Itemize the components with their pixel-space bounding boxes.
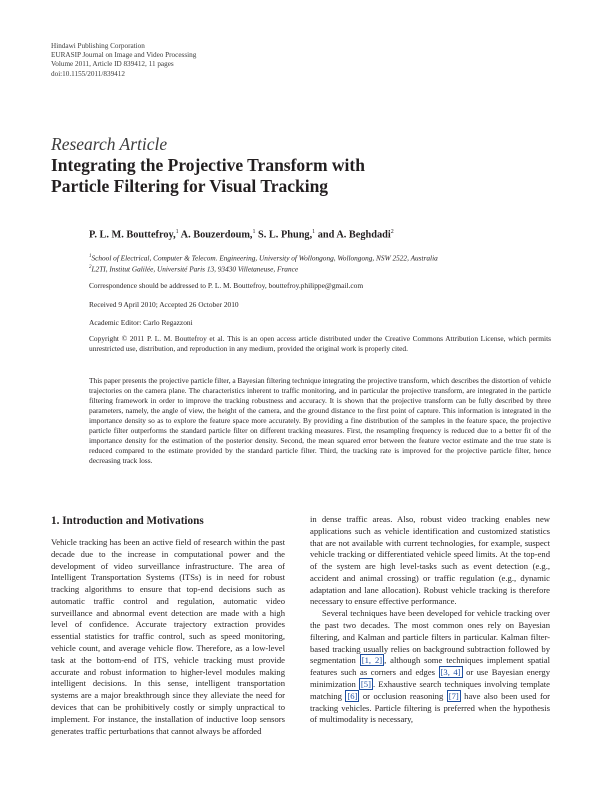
intro-paragraph-2: Several techniques have been developed for vehicle tracking over the past two decades. The most common ones rely on Bayesian filtering, and Kalman and particle filters in particular. Kalman filter-based tracking usually relies on background subtraction followed by segmentation [1, 2] , although some techniques implement spatial features such as corners and edges [3, 4] or use Bayesian energy minimization [5] . Exhaustive search techniques involving template matching [6] or occlusion reasoning [7] have also been used for tracking vehicles. Particle filtering is preferred when the hypothesis of multimodality is necessary, [310, 608, 550, 725]
academic-editor: Academic Editor: Carlo Regazzoni [89, 318, 193, 327]
author-affil-mark: 1 [175, 229, 179, 235]
author-name: A. Bouzerdoum, [178, 229, 253, 241]
intro-paragraph-1: Vehicle tracking has been an active field of research within the past decade due to the increase in computational power and the development of video surveillance infrastructure. The area of Intelligent Transportation Systems (ITSs) is in need for robust tracking algorithms to ensure that top-end decisions such as automatic traffic control and regulation, automatic video surveillance and abnormal event detection are made with a high level of confidence. Accurate trajectory extraction provides essential statistics for traffic control, such as speed monitoring, vehicle count, and average vehicle flow. Therefore, as a low-level task at the bottom-end of ITS, vehicle tracking must provide accurate and robust information to higher-level modules making intelligent decisions. In this sense, intelligent transportation systems are a major breakthrough since they alleviate the need for devices that can be prohibitively costly or simply unpractical to implement. For instance, the installation of inductive loop sensors generates traffic perturbations that cannot always be afforded [51, 537, 285, 736]
section-heading: 1. Introduction and Motivations [51, 515, 204, 527]
citation-link[interactable]: [7] [448, 690, 459, 701]
title-line-2: Particle Filtering for Visual Tracking [51, 176, 329, 196]
author-name: S. L. Phung, [255, 229, 313, 241]
author-affil-mark: 1 [312, 229, 316, 235]
intro-paragraph-continued: in dense traffic areas. Also, robust video tracking enables new applications such as vehicle identification and customized statistics that are not available with current technologies, for example, suspect vehicle tracking or differentiated vehicle speed limits. At the top-end of the system are high level-tasks such as event detection (e.g., accident and animal crossing) or traffic regulation (e.g., dynamic adaptation and lane allocation). Robust vehicle tracking is therefore necessary to ensure effective performance. [310, 514, 550, 607]
citation-link[interactable]: [6] [347, 690, 358, 701]
author-list [89, 229, 394, 240]
left-column [51, 537, 285, 737]
publisher-line: Hindawi Publishing Corporation [51, 42, 145, 50]
author-affil-mark: 2 [390, 229, 394, 235]
citation-link[interactable]: [3, 4] [440, 667, 461, 678]
author-name: and A. Beghdadi [315, 229, 391, 241]
volume-line: Volume 2011, Article ID 839412, 11 pages [51, 60, 174, 69]
affiliations [89, 252, 438, 275]
citation-link[interactable]: [1, 2] [361, 655, 383, 666]
affiliation-2: $^2$L2TI, Institut Galilée, Université Paris 13, 93430 Villetaneuse, France [89, 264, 299, 274]
author-name: P. L. M. Bouttefroy, [89, 229, 176, 241]
article-type: Research Article [51, 134, 168, 154]
citation-link[interactable]: [5] [360, 678, 371, 689]
received-dates: Received 9 April 2010; Accepted 26 October 2010 [89, 300, 239, 309]
doi-line: doi:10.1155/2011/839412 [51, 69, 125, 78]
paper-title [51, 155, 551, 197]
abstract: This paper presents the projective particle filter, a Bayesian filtering technique integrating the projective transform, which describes the distortion of vehicle trajectories on the camera plane. The characteristics inherent to traffic monitoring, and in particular the projective transform, are integrated in the particle filtering framework in order to improve the tracking robustness and accuracy. It is shown that the projective transform can be fully described by three parameters, namely, the angle of view, the height of the camera, and the ground distance to the first point of capture. This information is integrated in the importance density so as to explore the feature space more accurately. By providing a fine distribution of the samples in the feature space, the projective particle filter outperforms the standard particle filter on different tracking measures. First, the resampling frequency is reduced due to a better fit of the importance density for the estimation of the posterior density. Second, the mean squared error between the feature vector estimate and the true state is reduced compared to the estimate provided by the standard particle filter. Third, the tracking rate is improved for the projective particle filter, hence decreasing track loss. [89, 376, 551, 465]
affiliation-1: $^1$School of Electrical, Computer & Telecom. Engineering, University of Wollongong, Wollongong, NSW 2522, Australia [89, 253, 438, 263]
correspondence: Correspondence should be addressed to P. L. M. Bouttefroy, bouttefroy.philippe@gmail.com [89, 281, 364, 290]
title-line-1: Integrating the Projective Transform with [51, 155, 365, 175]
copyright-notice: Copyright © 2011 P. L. M. Bouttefroy et al. This is an open access article distributed under the Creative Commons Attribution License, which permits unrestricted use, distribution, and reproduction in any medium, provided the original work is properly cited. [89, 334, 551, 353]
author-affil-mark: 1 [252, 229, 256, 235]
journal-header [51, 42, 196, 79]
right-column [310, 514, 550, 726]
journal-line: EURASIP Journal on Image and Video Processing [51, 51, 197, 60]
